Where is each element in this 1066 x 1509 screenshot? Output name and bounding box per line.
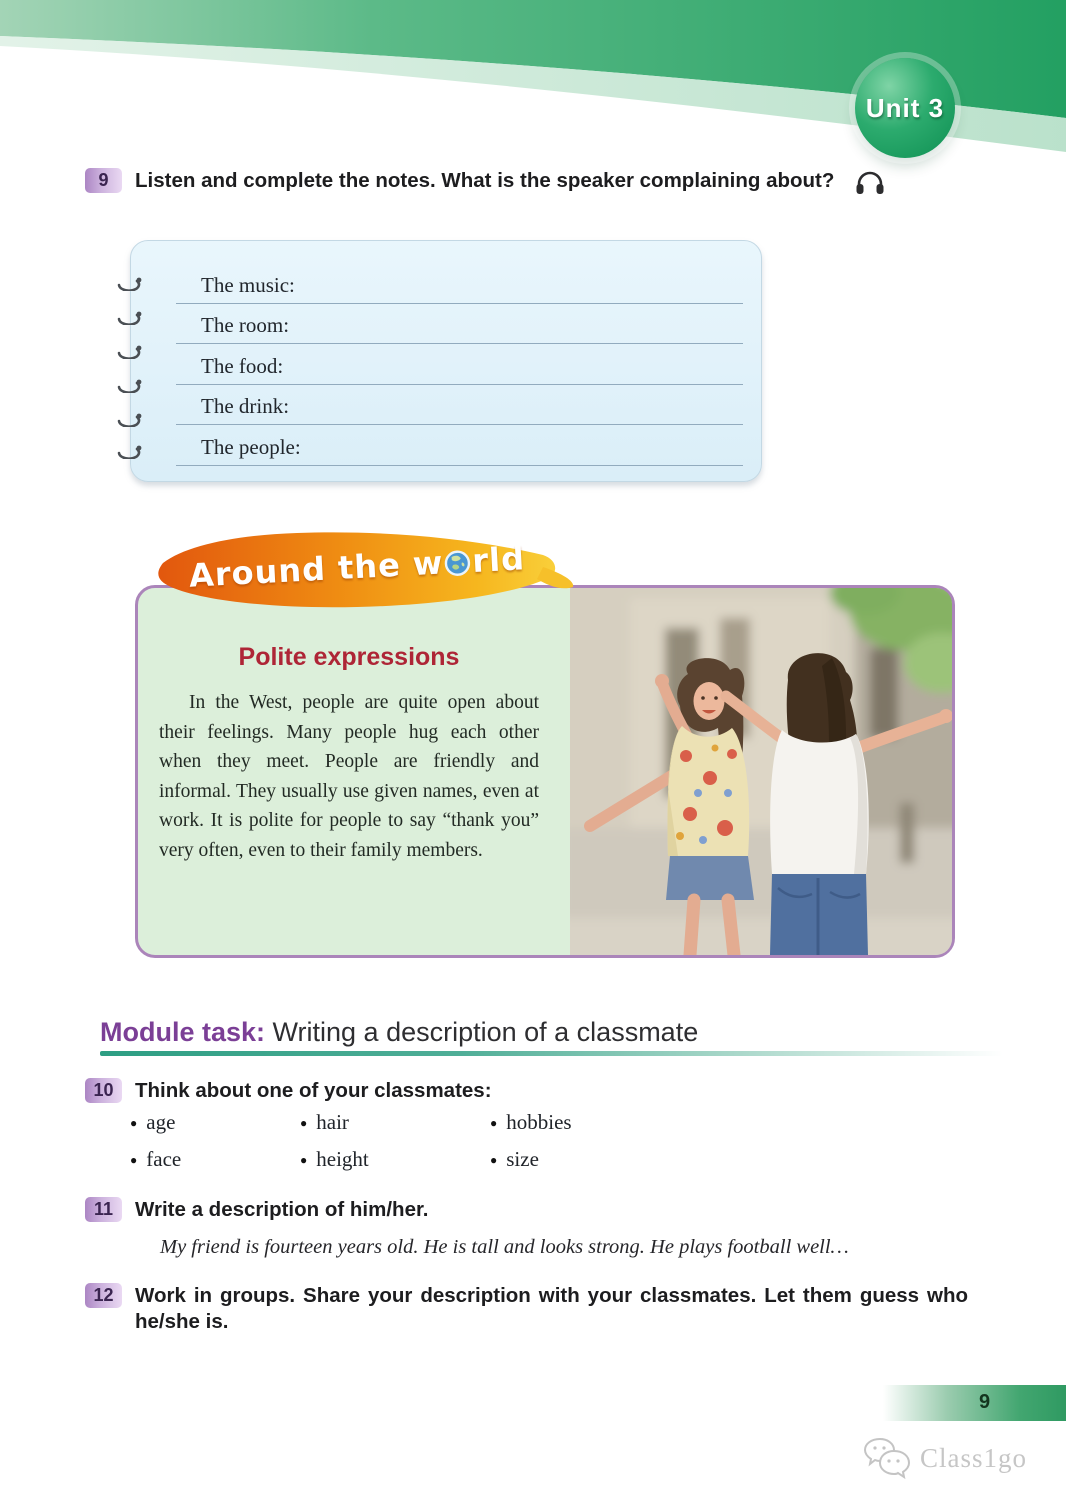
bullet-icon: ● bbox=[490, 1116, 498, 1130]
exercise-10-number: 10 bbox=[85, 1078, 122, 1103]
note-line bbox=[176, 344, 743, 385]
list-item bbox=[490, 1110, 572, 1135]
list-item bbox=[300, 1110, 490, 1135]
unit-badge-label: Unit 3 bbox=[865, 92, 945, 123]
bullet-icon: ● bbox=[490, 1153, 498, 1167]
bullet-icon: ● bbox=[130, 1153, 138, 1167]
example-sentence: My friend is fourteen years old. He is tall and looks strong. He plays football well… bbox=[160, 1236, 849, 1258]
exercise-9-prompt: Listen and complete the notes. What is the speaker complaining about? bbox=[135, 169, 835, 192]
headphones-icon bbox=[853, 166, 887, 196]
list-item bbox=[490, 1147, 572, 1172]
spiral-ring-icon bbox=[115, 375, 149, 398]
chat-bubbles-icon bbox=[862, 1436, 912, 1480]
exercise-10-prompt: Think about one of your classmates: bbox=[135, 1079, 492, 1102]
exercise-11-prompt: Write a description of him/her. bbox=[135, 1198, 429, 1221]
spiral-ring-icon bbox=[115, 409, 149, 432]
bullet-label: hair bbox=[316, 1110, 349, 1134]
note-line bbox=[176, 263, 743, 304]
article-body: In the West, people are quite open about their feelings. Many people hug each other when they meet. People are friendly and informal. They usually use given names, even at work. It is polite for people to say “thank you” very often, even to their family members. bbox=[159, 692, 539, 861]
classmate-attributes-list bbox=[130, 1110, 572, 1172]
globe-icon bbox=[444, 546, 473, 585]
page-number-bar bbox=[883, 1385, 1066, 1421]
note-line bbox=[176, 304, 743, 345]
bullet-label: height bbox=[316, 1147, 369, 1171]
around-the-world-banner bbox=[147, 527, 579, 615]
brand-watermark bbox=[862, 1436, 1027, 1480]
module-task-heading bbox=[100, 1016, 1005, 1056]
polite-expressions-article bbox=[159, 643, 539, 865]
exercise-11-number: 11 bbox=[85, 1197, 122, 1222]
note-label: The drink: bbox=[201, 394, 290, 418]
note-label: The people: bbox=[201, 434, 301, 459]
bullet-icon: ● bbox=[300, 1116, 308, 1130]
spiral-ring-icon bbox=[115, 341, 149, 364]
banner-text-pre: Around the w bbox=[188, 543, 445, 595]
article-title: Polite expressions bbox=[238, 643, 460, 671]
exercise-12-number: 12 bbox=[85, 1283, 122, 1308]
banner-text-post: rld bbox=[471, 539, 526, 580]
bullet-label: face bbox=[146, 1147, 182, 1171]
list-item bbox=[300, 1147, 490, 1172]
list-item bbox=[130, 1147, 300, 1172]
note-line bbox=[176, 385, 743, 426]
exercise-12 bbox=[85, 1283, 968, 1335]
note-line bbox=[176, 425, 743, 466]
spiral-ring-icon bbox=[115, 441, 149, 464]
note-label: The music: bbox=[201, 272, 295, 297]
exercise-10 bbox=[85, 1078, 492, 1104]
spiral-ring-icon bbox=[115, 273, 149, 296]
greeting-photo bbox=[570, 588, 952, 955]
exercise-9-number: 9 bbox=[85, 168, 122, 193]
page-number: 9 bbox=[979, 1391, 991, 1413]
brand-name: Class1go bbox=[920, 1442, 1028, 1473]
spiral-ring-icon bbox=[115, 307, 149, 330]
listening-notes-pad bbox=[130, 240, 762, 482]
bullet-icon: ● bbox=[130, 1116, 138, 1130]
module-task-label: Module task: bbox=[100, 1017, 266, 1047]
module-task-title: Writing a description of a classmate bbox=[265, 1017, 699, 1047]
bullet-icon: ● bbox=[300, 1153, 308, 1167]
bullet-label: age bbox=[146, 1110, 176, 1134]
note-label: The food: bbox=[201, 353, 284, 378]
module-task-underline bbox=[100, 1051, 1003, 1056]
bullet-label: size bbox=[506, 1147, 539, 1171]
exercise-11 bbox=[85, 1197, 429, 1223]
unit-badge bbox=[855, 58, 955, 158]
around-the-world-section bbox=[135, 539, 955, 958]
exercise-9 bbox=[85, 168, 985, 196]
exercise-12-prompt: Work in groups. Share your description with your classmates. Let them guess who he/she is. bbox=[135, 1284, 968, 1333]
list-item bbox=[130, 1110, 300, 1135]
bullet-label: hobbies bbox=[506, 1110, 572, 1134]
note-label: The room: bbox=[201, 313, 290, 337]
